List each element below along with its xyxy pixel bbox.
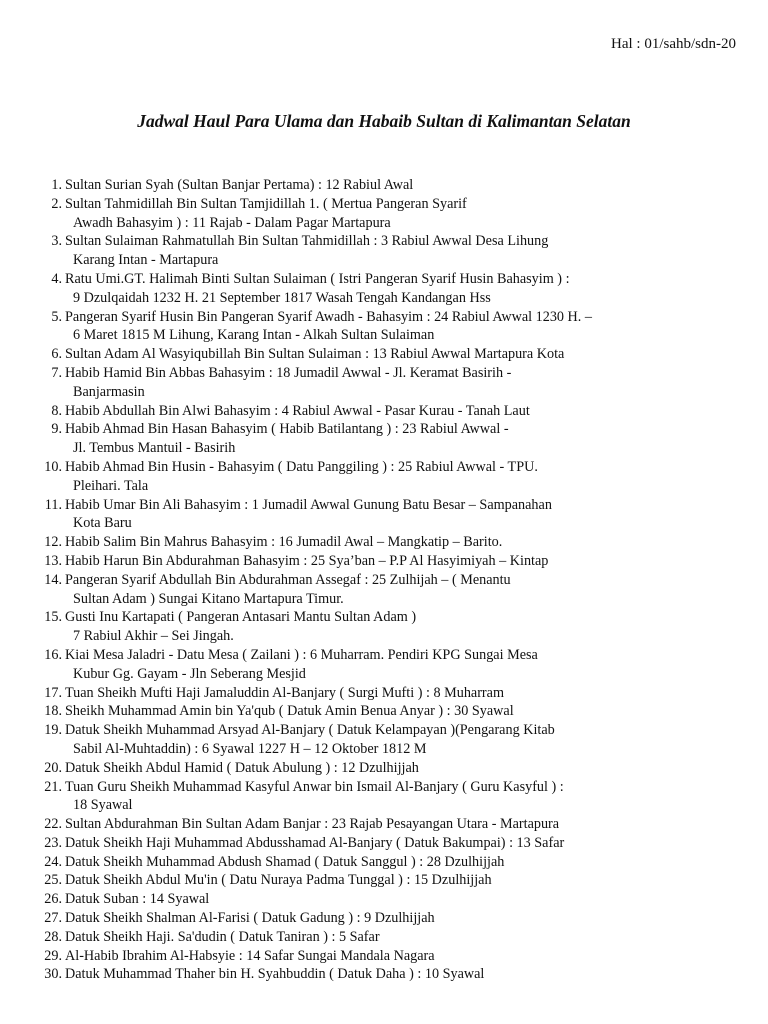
haul-schedule-list <box>36 176 756 984</box>
list-item <box>36 364 756 402</box>
item-text <box>62 646 538 684</box>
item-number: 1. <box>51 177 62 193</box>
item-number: 4. <box>51 270 62 287</box>
item-number: 20. <box>44 759 62 776</box>
item-continuation-line: Sultan Adam ) Sungai Kitano Martapura Timur. <box>73 590 344 607</box>
list-item <box>36 608 756 646</box>
item-number: 11. <box>44 496 62 513</box>
item-text <box>62 890 209 909</box>
item-text <box>62 458 538 496</box>
item-number: 14. <box>44 571 62 588</box>
item-number: 3. <box>51 233 62 250</box>
item-number: 28. <box>44 928 62 945</box>
item-text <box>62 176 413 195</box>
item-number: 23. <box>44 834 62 851</box>
list-item <box>36 232 756 270</box>
list-item <box>36 270 756 308</box>
item-continuation-line: Karang Intan - Martapura <box>73 252 219 269</box>
item-text <box>62 402 530 421</box>
list-item <box>36 176 756 195</box>
list-item <box>36 815 756 834</box>
item-line: Datuk Sheikh Muhammad Abdush Shamad ( Datuk Sanggul ) : 28 Dzulhijjah <box>65 853 505 870</box>
item-text <box>62 721 555 759</box>
item-line: Pangeran Syarif Abdullah Bin Abdurahman Assegaf : 25 Zulhijah – ( Menantu <box>65 571 511 588</box>
list-item <box>36 947 756 966</box>
list-item <box>36 420 756 458</box>
item-number: 25. <box>44 872 62 889</box>
item-line: Datuk Sheikh Haji Muhammad Abdusshamad Al-Banjary ( Datuk Bakumpai) : 13 Safar <box>65 834 565 851</box>
item-text <box>62 364 511 402</box>
item-line: Habib Ahmad Bin Hasan Bahasyim ( Habib Batilantang ) : 23 Rabiul Awwal - <box>65 421 509 438</box>
item-line: Pangeran Syarif Husin Bin Pangeran Syarif Awadh - Bahasyim : 24 Rabiul Awwal 1230 H. – <box>65 308 592 325</box>
list-item <box>36 308 756 346</box>
item-line: Datuk Sheikh Abdul Mu'in ( Datu Nuraya Padma Tunggal ) : 15 Dzulhijjah <box>65 872 492 889</box>
item-number: 6. <box>51 346 62 363</box>
item-line: Tuan Sheikh Mufti Haji Jamaluddin Al-Banjary ( Surgi Mufti ) : 8 Muharram <box>65 684 504 701</box>
item-line: Habib Abdullah Bin Alwi Bahasyim : 4 Rabiul Awwal - Pasar Kurau - Tanah Laut <box>65 402 530 419</box>
item-line: Gusti Inu Kartapati ( Pangeran Antasari Mantu Sultan Adam ) <box>65 609 417 626</box>
list-item <box>36 496 756 534</box>
item-continuation-line: Banjarmasin <box>73 383 145 400</box>
item-continuation-line: Kota Baru <box>73 515 132 532</box>
item-number: 18. <box>44 703 62 720</box>
item-line: Sultan Surian Syah (Sultan Banjar Pertama) : 12 Rabiul Awal <box>65 177 414 193</box>
item-line: Sultan Tahmidillah Bin Sultan Tamjidillah 1. ( Mertua Pangeran Syarif <box>65 195 467 212</box>
item-text <box>62 496 552 534</box>
item-number: 8. <box>51 402 62 419</box>
list-item <box>36 965 756 984</box>
item-line: Habib Hamid Bin Abbas Bahasyim : 18 Jumadil Awwal - Jl. Keramat Basirih - <box>65 364 512 381</box>
item-text <box>62 684 504 703</box>
item-number: 30. <box>44 966 62 983</box>
item-number: 10. <box>44 458 62 475</box>
item-text <box>62 345 564 364</box>
list-item <box>36 458 756 496</box>
item-line: Habib Salim Bin Mahrus Bahasyim : 16 Jumadil Awal – Mangkatip – Barito. <box>65 534 503 551</box>
item-line: Datuk Suban : 14 Syawal <box>65 891 210 908</box>
item-text <box>62 608 416 646</box>
item-line: Sultan Adam Al Wasyiqubillah Bin Sultan Sulaiman : 13 Rabiul Awwal Martapura Kota <box>65 346 565 363</box>
item-continuation-line: Sabil Al-Muhtaddin) : 6 Syawal 1227 H – 12 Oktober 1812 M <box>73 740 427 757</box>
list-item <box>36 890 756 909</box>
item-continuation-line: Kubur Gg. Gayam - Jln Seberang Mesjid <box>73 665 306 682</box>
item-number: 26. <box>44 891 62 908</box>
list-item <box>36 402 756 421</box>
item-number: 7. <box>51 364 62 381</box>
item-line: Datuk Sheikh Muhammad Arsyad Al-Banjary ( Datuk Kelampayan )(Pengarang Kitab <box>65 722 555 739</box>
item-number: 27. <box>44 910 62 927</box>
list-item <box>36 345 756 364</box>
list-item <box>36 684 756 703</box>
item-number: 15. <box>44 609 62 626</box>
item-number: 2. <box>51 195 62 212</box>
item-text <box>62 552 548 571</box>
list-item <box>36 778 756 816</box>
item-line: Ratu Umi.GT. Halimah Binti Sultan Sulaiman ( Istri Pangeran Syarif Husin Bahasyim ) : <box>65 270 570 287</box>
item-continuation-line: Jl. Tembus Mantuil - Basirih <box>73 440 236 457</box>
list-item <box>36 571 756 609</box>
item-text <box>62 871 492 890</box>
item-text <box>62 533 502 552</box>
item-continuation-line: Awadh Bahasyim ) : 11 Rajab - Dalam Pagar Martapura <box>73 214 391 231</box>
item-line: Sheikh Muhammad Amin bin Ya'qub ( Datuk Amin Benua Anyar ) : 30 Syawal <box>65 703 514 720</box>
item-text <box>62 965 484 984</box>
item-text <box>62 702 514 721</box>
document-title: Jadwal Haul Para Ulama dan Habaib Sultan di Kalimantan Selatan <box>137 111 631 131</box>
page-reference: Hal : 01/sahb/sdn-20 <box>611 36 736 52</box>
item-continuation-line: Pleihari. Tala <box>73 477 149 494</box>
item-continuation-line: 9 Dzulqaidah 1232 H. 21 September 1817 Wasah Tengah Kandangan Hss <box>73 289 491 306</box>
item-number: 13. <box>44 552 62 569</box>
list-item <box>36 909 756 928</box>
list-item <box>36 533 756 552</box>
list-item <box>36 853 756 872</box>
item-line: Kiai Mesa Jaladri - Datu Mesa ( Zailani ) : 6 Muharram. Pendiri KPG Sungai Mesa <box>65 646 538 663</box>
item-number: 21. <box>44 778 62 795</box>
list-item <box>36 871 756 890</box>
item-line: Datuk Muhammad Thaher bin H. Syahbuddin ( Datuk Daha ) : 10 Syawal <box>65 966 485 983</box>
item-number: 9. <box>51 421 62 438</box>
item-line: Habib Umar Bin Ali Bahasyim : 1 Jumadil Awwal Gunung Batu Besar – Sampanahan <box>65 496 552 513</box>
item-line: Al-Habib Ibrahim Al-Habsyie : 14 Safar Sungai Mandala Nagara <box>65 947 435 964</box>
item-text <box>62 571 511 609</box>
item-text <box>62 270 570 308</box>
item-line: Datuk Sheikh Shalman Al-Farisi ( Datuk Gadung ) : 9 Dzulhijjah <box>65 910 435 927</box>
item-continuation-line: 18 Syawal <box>73 797 133 814</box>
item-line: Habib Ahmad Bin Husin - Bahasyim ( Datu Panggiling ) : 25 Rabiul Awwal - TPU. <box>65 458 538 475</box>
list-item <box>36 646 756 684</box>
item-text <box>62 834 564 853</box>
list-item <box>36 928 756 947</box>
item-number: 22. <box>44 816 62 833</box>
item-line: Datuk Sheikh Haji. Sa'dudin ( Datuk Taniran ) : 5 Safar <box>65 928 380 945</box>
item-continuation-line: 6 Maret 1815 M Lihung, Karang Intan - Alkah Sultan Sulaiman <box>73 327 435 344</box>
item-number: 12. <box>44 534 62 551</box>
item-number: 5. <box>51 308 62 325</box>
item-number: 24. <box>44 853 62 870</box>
item-number: 17. <box>44 684 62 701</box>
item-text <box>62 308 592 346</box>
item-line: Tuan Guru Sheikh Muhammad Kasyful Anwar bin Ismail Al-Banjary ( Guru Kasyful ) : <box>65 778 564 795</box>
list-item <box>36 721 756 759</box>
item-line: Habib Harun Bin Abdurahman Bahasyim : 25 Sya’ban – P.P Al Hasyimiyah – Kintap <box>65 552 549 569</box>
item-text <box>62 195 467 233</box>
item-text <box>62 928 380 947</box>
item-line: Sultan Sulaiman Rahmatullah Bin Sultan Tahmidillah : 3 Rabiul Awwal Desa Lihung <box>65 233 549 250</box>
item-text <box>62 778 564 816</box>
list-item <box>36 759 756 778</box>
item-text <box>62 420 509 458</box>
list-item <box>36 702 756 721</box>
list-item <box>36 834 756 853</box>
item-number: 16. <box>44 646 62 663</box>
item-number: 29. <box>44 947 62 964</box>
item-continuation-line: 7 Rabiul Akhir – Sei Jingah. <box>73 628 234 645</box>
item-line: Sultan Abdurahman Bin Sultan Adam Banjar : 23 Rajab Pesayangan Utara - Martapura <box>65 816 560 833</box>
item-text <box>62 909 435 928</box>
item-line: Datuk Sheikh Abdul Hamid ( Datuk Abulung ) : 12 Dzulhijjah <box>65 759 419 776</box>
item-number: 19. <box>44 722 62 739</box>
item-text <box>62 815 559 834</box>
list-item <box>36 552 756 571</box>
item-text <box>62 759 419 778</box>
item-text <box>62 232 548 270</box>
item-text <box>62 947 435 966</box>
item-text <box>62 853 504 872</box>
list-item <box>36 195 756 233</box>
